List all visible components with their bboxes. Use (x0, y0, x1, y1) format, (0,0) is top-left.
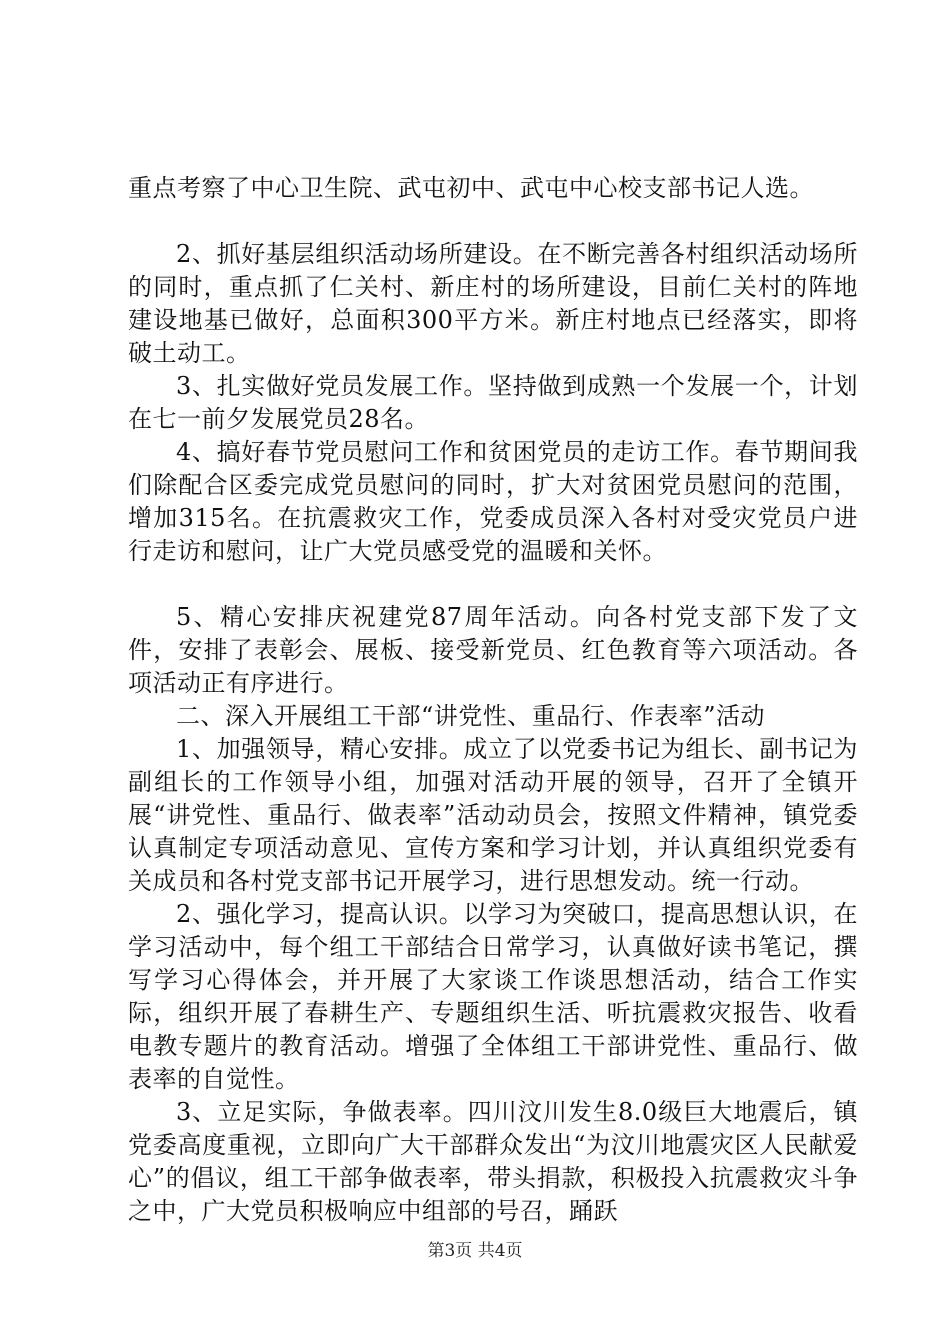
paragraph-study: 2、强化学习，提高认识。以学习为突破口，提高思想认识，在学习活动中，每个组工干部结合日常学习，认真做好读书笔记，撰写学习心得体会，并开展了大家谈工作谈思想活动，结合工作实际，组织开展了春耕生产、专题组织生活、听抗震救灾报告、收看电教专题片的教育活动。增强了全体组工干部讲党性、重品行、做表率的自觉性。 (128, 900, 858, 1093)
page-footer: 第3页 共4页 (427, 1241, 523, 1261)
paragraph-set-example: 3、立足实际，争做表率。四川汶川发生8.0级巨大地震后，镇党委高度重视，立即向广大干部群众发出“为汶川地震灾区人民献爱心”的倡议，组工干部争做表率，带头捐款，积极投入抗震救灾斗争之中，广大党员积极响应中组部的号召，踊跃 (128, 1098, 858, 1225)
paragraph-activity-venue: 2、抓好基层组织活动场所建设。在不断完善各村组织活动场所的同时，重点抓了仁关村、新庄村的场所建设，目前仁关村的阵地建设地基已做好，总面积300平方米。新庄村地点已经落实，即将破土动工。 (128, 240, 858, 367)
section-heading-two: 二、深入开展组工干部“讲党性、重品行、作表率”活动 (176, 702, 766, 730)
paragraph-spring-festival-visits: 4、搞好春节党员慰问工作和贫困党员的走访工作。春节期间我们除配合区委完成党员慰问的同时，扩大对贫困党员慰问的范围，增加315名。在抗震救灾工作，党委成员深入各村对受灾党员户进行走访和慰问，让广大党员感受党的温暖和关怀。 (128, 438, 858, 565)
paragraph-member-development: 3、扎实做好党员发展工作。坚持做到成熟一个发展一个，计划在七一前夕发展党员28名。 (128, 372, 858, 433)
document-body (128, 172, 858, 1228)
paragraph-continuation: 重点考察了中心卫生院、武屯初中、武屯中心校支部书记人选。 (128, 174, 814, 202)
paragraph-party-anniversary: 5、精心安排庆祝建党87周年活动。向各村党支部下发了文件，安排了表彰会、展板、接受新党员、红色教育等六项活动。各项活动正有序进行。 (128, 603, 858, 697)
paragraph-leadership: 1、加强领导，精心安排。成立了以党委书记为组长、副书记为副组长的工作领导小组，加强对活动开展的领导，召开了全镇开展“讲党性、重品行、做表率”活动动员会，按照文件精神，镇党委认真制定专项活动意见、宣传方案和学习计划，并认真组织党委有关成员和各村党支部书记开展学习，进行思想发动。统一行动。 (128, 735, 858, 895)
